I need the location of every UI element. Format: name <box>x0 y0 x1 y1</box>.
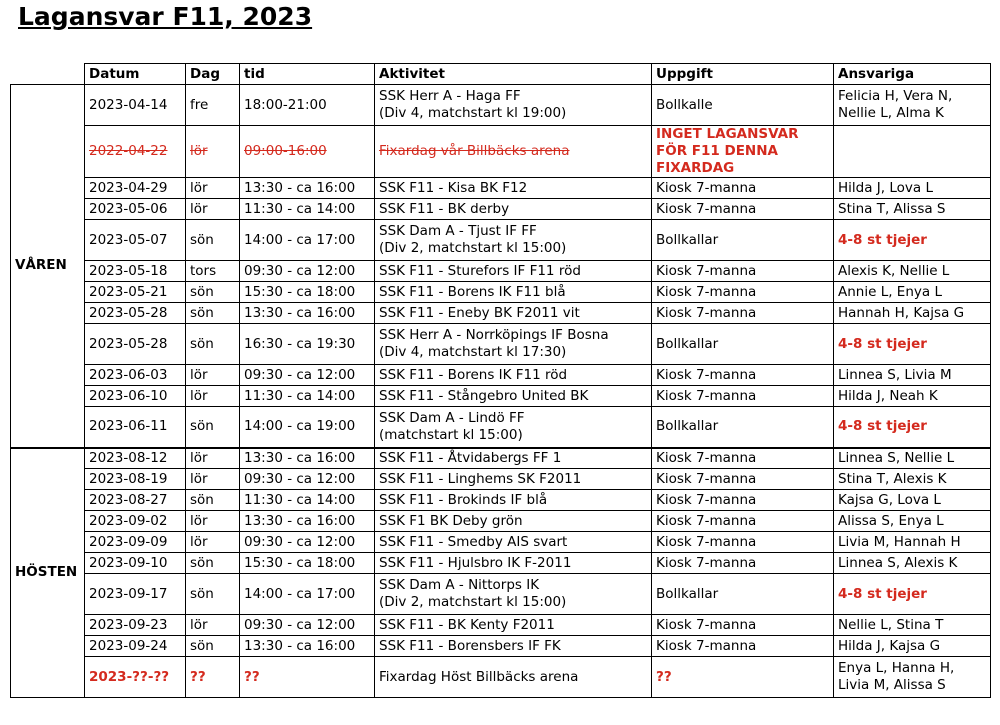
cell-ansvariga <box>834 386 991 407</box>
cell-line: Hilda J, Kajsa G <box>838 637 941 654</box>
cell-line: Linnea S, Nellie L <box>838 449 955 466</box>
cell-datum: 2023-05-28 <box>85 303 186 324</box>
cell-line: SSK F11 - Borens IK F11 röd <box>379 366 568 383</box>
cell-line: SSK F11 - Sturefors IF F11 röd <box>379 262 581 279</box>
cell-aktivitet <box>375 365 652 386</box>
cell-uppgift: Kiosk 7-manna <box>652 636 834 657</box>
cell-uppgift: Kiosk 7-manna <box>652 303 834 324</box>
cell-ansvariga <box>834 85 991 126</box>
cell-dag: lör <box>186 615 240 636</box>
cell-dag: sön <box>186 282 240 303</box>
cell-line: (Div 4, matchstart kl 17:30) <box>379 344 567 360</box>
cell-dag: lör <box>186 126 240 178</box>
table-row <box>11 469 991 490</box>
cell-dag: lör <box>186 386 240 407</box>
table-row <box>11 282 991 303</box>
cell-dag: sön <box>186 324 240 365</box>
cell-ansvariga <box>834 407 991 448</box>
cell-line: SSK F11 - Stångebro United BK <box>379 387 589 404</box>
table-row <box>11 636 991 657</box>
cell-line: SSK F1 BK Deby grön <box>379 512 523 529</box>
cell-tid: 16:30 - ca 19:30 <box>240 324 375 365</box>
cell-aktivitet <box>375 615 652 636</box>
cell-ansvariga <box>834 469 991 490</box>
cell-tid: 14:00 - ca 19:00 <box>240 407 375 448</box>
cell-line: Fixardag Höst Billbäcks arena <box>379 668 579 685</box>
cell-line: SSK Herr A - Norrköpings IF Bosna <box>379 327 609 343</box>
cell-datum: 2023-09-10 <box>85 553 186 574</box>
cell-aktivitet <box>375 386 652 407</box>
cell-aktivitet <box>375 303 652 324</box>
page-title: Lagansvar F11, 2023 <box>18 2 313 31</box>
cell-ansvariga <box>834 532 991 553</box>
cell-uppgift: Kiosk 7-manna <box>652 511 834 532</box>
cell-line: SSK Dam A - Tjust IF FF <box>379 223 537 239</box>
cell-uppgift: Kiosk 7-manna <box>652 178 834 199</box>
cell-datum: 2023-04-14 <box>85 85 186 126</box>
cell-dag: lör <box>186 532 240 553</box>
cell-datum: 2023-09-17 <box>85 574 186 615</box>
table-row <box>11 615 991 636</box>
cell-dag: lör <box>186 199 240 220</box>
cell-line: Linnea S, Livia M <box>838 366 952 383</box>
cell-line: Livia M, Hannah H <box>838 533 961 550</box>
cell-datum: 2023-09-23 <box>85 615 186 636</box>
cell-aktivitet <box>375 574 652 615</box>
cell-tid: 11:30 - ca 14:00 <box>240 199 375 220</box>
table-row <box>11 261 991 282</box>
header-ansvariga: Ansvariga <box>834 64 991 85</box>
season-label: HÖSTEN <box>11 448 85 698</box>
cell-line: 4-8 st tjejer <box>838 418 927 435</box>
cell-line: SSK F11 - Borensbers IF FK <box>379 637 561 654</box>
cell-uppgift: Kiosk 7-manna <box>652 469 834 490</box>
cell-ansvariga <box>834 657 991 698</box>
table-row <box>11 574 991 615</box>
cell-line: Kajsa G, Lova L <box>838 491 941 508</box>
cell-datum: 2023-05-07 <box>85 220 186 261</box>
cell-line: Alissa S, Enya L <box>838 512 944 529</box>
table-row <box>11 303 991 324</box>
cell-dag: lör <box>186 365 240 386</box>
cell-uppgift: Bollkallar <box>652 574 834 615</box>
schedule-table <box>10 63 991 698</box>
cell-ansvariga <box>834 636 991 657</box>
cell-dag: sön <box>186 553 240 574</box>
cell-line: Alexis K, Nellie L <box>838 262 950 279</box>
cell-line: SSK F11 - Linghems SK F2011 <box>379 470 582 487</box>
cell-line: 4-8 st tjejer <box>838 585 927 602</box>
cell-line: Linnea S, Alexis K <box>838 554 958 571</box>
table-row <box>11 199 991 220</box>
cell-uppgift: INGET LAGANSVAR FÖR F11 DENNA FIXARDAG <box>652 126 834 178</box>
cell-datum: 2023-05-28 <box>85 324 186 365</box>
cell-tid: 18:00-21:00 <box>240 85 375 126</box>
cell-aktivitet <box>375 126 652 178</box>
cell-line: SSK F11 - Eneby BK F2011 vit <box>379 304 580 321</box>
table-row <box>11 532 991 553</box>
table-row <box>11 220 991 261</box>
header-aktivitet: Aktivitet <box>375 64 652 85</box>
cell-uppgift: Kiosk 7-manna <box>652 261 834 282</box>
cell-aktivitet <box>375 282 652 303</box>
cell-line: (Div 2, matchstart kl 15:00) <box>379 594 567 610</box>
cell-ansvariga <box>834 282 991 303</box>
cell-aktivitet <box>375 553 652 574</box>
cell-aktivitet <box>375 532 652 553</box>
cell-line: Hannah H, Kajsa G <box>838 304 965 321</box>
cell-tid: 13:30 - ca 16:00 <box>240 636 375 657</box>
cell-line: Fixardag vår Billbäcks arena <box>379 143 570 159</box>
cell-tid: 09:30 - ca 12:00 <box>240 261 375 282</box>
cell-aktivitet <box>375 469 652 490</box>
cell-line: Annie L, Enya L <box>838 283 942 300</box>
cell-tid: ?? <box>240 657 375 698</box>
cell-datum: 2023-09-09 <box>85 532 186 553</box>
table-row <box>11 407 991 448</box>
cell-uppgift: Bollkallar <box>652 407 834 448</box>
cell-datum: 2022-04-22 <box>85 126 186 178</box>
cell-datum: 2023-09-02 <box>85 511 186 532</box>
cell-tid: 13:30 - ca 16:00 <box>240 448 375 469</box>
cell-tid: 09:30 - ca 12:00 <box>240 469 375 490</box>
cell-aktivitet <box>375 636 652 657</box>
cell-uppgift: Kiosk 7-manna <box>652 532 834 553</box>
cell-uppgift: Kiosk 7-manna <box>652 490 834 511</box>
cell-aktivitet <box>375 220 652 261</box>
header-row <box>11 64 991 85</box>
header-datum: Datum <box>85 64 186 85</box>
table-row <box>11 85 991 126</box>
cell-uppgift: Kiosk 7-manna <box>652 199 834 220</box>
cell-tid: 13:30 - ca 16:00 <box>240 303 375 324</box>
cell-line: SSK F11 - Brokinds IF blå <box>379 491 548 508</box>
cell-aktivitet <box>375 178 652 199</box>
cell-dag: sön <box>186 490 240 511</box>
cell-line: Stina T, Alexis K <box>838 470 947 487</box>
table-row <box>11 365 991 386</box>
table-row <box>11 553 991 574</box>
cell-dag: sön <box>186 407 240 448</box>
cell-dag: lör <box>186 448 240 469</box>
cell-dag: sön <box>186 303 240 324</box>
cell-ansvariga <box>834 303 991 324</box>
cell-aktivitet <box>375 85 652 126</box>
cell-uppgift: Kiosk 7-manna <box>652 282 834 303</box>
cell-datum: 2023-09-24 <box>85 636 186 657</box>
cell-aktivitet <box>375 261 652 282</box>
cell-ansvariga <box>834 199 991 220</box>
cell-dag: lör <box>186 178 240 199</box>
cell-tid: 09:30 - ca 12:00 <box>240 615 375 636</box>
header-dag: Dag <box>186 64 240 85</box>
cell-dag: lör <box>186 511 240 532</box>
cell-line: SSK Dam A - Nittorps IK <box>379 577 540 593</box>
cell-line: SSK F11 - Borens IK F11 blå <box>379 283 566 300</box>
header-tid: tid <box>240 64 375 85</box>
cell-dag: sön <box>186 574 240 615</box>
cell-line: Nellie L, Alma K <box>838 105 944 121</box>
cell-ansvariga <box>834 365 991 386</box>
cell-datum: 2023-06-11 <box>85 407 186 448</box>
table-row <box>11 126 991 178</box>
cell-datum: 2023-08-12 <box>85 448 186 469</box>
cell-datum: 2023-05-06 <box>85 199 186 220</box>
season-label: VÅREN <box>11 85 85 448</box>
cell-uppgift: Bollkallar <box>652 324 834 365</box>
cell-aktivitet <box>375 657 652 698</box>
cell-line: Hilda J, Neah K <box>838 387 938 404</box>
cell-dag: fre <box>186 85 240 126</box>
cell-line: (matchstart kl 15:00) <box>379 426 523 443</box>
cell-ansvariga <box>834 126 991 178</box>
cell-dag: sön <box>186 636 240 657</box>
cell-tid: 09:30 - ca 12:00 <box>240 532 375 553</box>
table-row <box>11 178 991 199</box>
cell-datum: 2023-05-18 <box>85 261 186 282</box>
cell-tid: 13:30 - ca 16:00 <box>240 511 375 532</box>
cell-datum: 2023-??-?? <box>85 657 186 698</box>
cell-uppgift: Kiosk 7-manna <box>652 615 834 636</box>
cell-aktivitet <box>375 448 652 469</box>
table-row <box>11 448 991 469</box>
cell-tid: 14:00 - ca 17:00 <box>240 574 375 615</box>
cell-line: SSK Herr A - Haga FF <box>379 88 521 104</box>
table-row <box>11 386 991 407</box>
table-row <box>11 657 991 698</box>
cell-dag: tors <box>186 261 240 282</box>
cell-tid: 09:00-16:00 <box>240 126 375 178</box>
cell-line: Enya L, Hanna H, <box>838 660 955 676</box>
cell-line: (Div 2, matchstart kl 15:00) <box>379 240 567 256</box>
cell-dag: sön <box>186 220 240 261</box>
cell-line: Felicia H, Vera N, <box>838 88 953 104</box>
table-row <box>11 324 991 365</box>
cell-aktivitet <box>375 407 652 448</box>
cell-ansvariga <box>834 261 991 282</box>
cell-dag: lör <box>186 469 240 490</box>
cell-line: SSK F11 - BK Kenty F2011 <box>379 616 555 633</box>
cell-uppgift: Kiosk 7-manna <box>652 553 834 574</box>
cell-datum: 2023-06-03 <box>85 365 186 386</box>
cell-ansvariga <box>834 178 991 199</box>
cell-ansvariga <box>834 553 991 574</box>
cell-tid: 11:30 - ca 14:00 <box>240 386 375 407</box>
cell-aktivitet <box>375 490 652 511</box>
cell-line: Livia M, Alissa S <box>838 677 946 693</box>
cell-line: (Div 4, matchstart kl 19:00) <box>379 105 567 121</box>
cell-ansvariga <box>834 490 991 511</box>
cell-aktivitet <box>375 511 652 532</box>
cell-tid: 14:00 - ca 17:00 <box>240 220 375 261</box>
cell-uppgift: Bollkallar <box>652 220 834 261</box>
cell-ansvariga <box>834 448 991 469</box>
cell-datum: 2023-04-29 <box>85 178 186 199</box>
cell-ansvariga <box>834 324 991 365</box>
cell-tid: 15:30 - ca 18:00 <box>240 282 375 303</box>
cell-line: 4-8 st tjejer <box>838 231 927 248</box>
cell-aktivitet <box>375 199 652 220</box>
cell-uppgift: Kiosk 7-manna <box>652 448 834 469</box>
cell-datum: 2023-06-10 <box>85 386 186 407</box>
cell-line: 4-8 st tjejer <box>838 335 927 352</box>
cell-line: SSK F11 - BK derby <box>379 200 510 217</box>
cell-line: SSK F11 - Smedby AIS svart <box>379 533 568 550</box>
cell-aktivitet <box>375 324 652 365</box>
table-row <box>11 511 991 532</box>
cell-datum: 2023-08-27 <box>85 490 186 511</box>
cell-line: SSK F11 - Kisa BK F12 <box>379 179 528 196</box>
cell-tid: 09:30 - ca 12:00 <box>240 365 375 386</box>
cell-line: Hilda J, Lova L <box>838 179 933 196</box>
cell-ansvariga <box>834 574 991 615</box>
cell-line: SSK Dam A - Lindö FF <box>379 409 525 426</box>
cell-line: SSK F11 - Åtvidabergs FF 1 <box>379 449 562 466</box>
cell-ansvariga <box>834 615 991 636</box>
cell-datum: 2023-05-21 <box>85 282 186 303</box>
cell-line: SSK F11 - Hjulsbro IK F-2011 <box>379 554 572 571</box>
cell-uppgift: Kiosk 7-manna <box>652 365 834 386</box>
cell-line: Nellie L, Stina T <box>838 616 944 633</box>
cell-tid: 11:30 - ca 14:00 <box>240 490 375 511</box>
cell-ansvariga <box>834 220 991 261</box>
cell-dag: ?? <box>186 657 240 698</box>
cell-tid: 15:30 - ca 18:00 <box>240 553 375 574</box>
cell-line: Stina T, Alissa S <box>838 200 946 217</box>
cell-tid: 13:30 - ca 16:00 <box>240 178 375 199</box>
table-row <box>11 490 991 511</box>
corner-cell <box>11 64 85 85</box>
cell-ansvariga <box>834 511 991 532</box>
cell-uppgift: Kiosk 7-manna <box>652 386 834 407</box>
cell-uppgift: Bollkalle <box>652 85 834 126</box>
cell-datum: 2023-08-19 <box>85 469 186 490</box>
header-uppgift: Uppgift <box>652 64 834 85</box>
cell-uppgift: ?? <box>652 657 834 698</box>
